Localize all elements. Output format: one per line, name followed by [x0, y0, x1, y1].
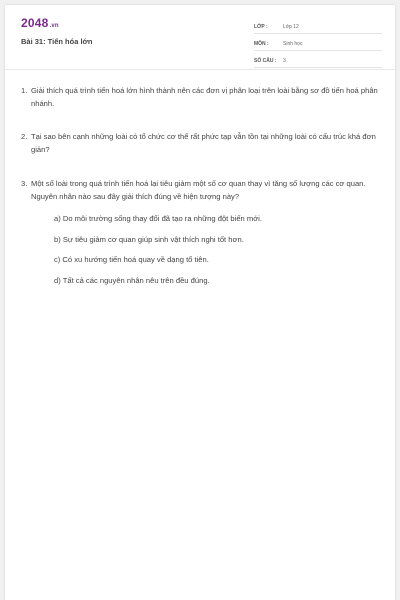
question-1 — [21, 85, 381, 110]
meta-info — [254, 17, 382, 68]
question-number: 2. — [21, 132, 28, 141]
meta-label: MÔN : — [254, 41, 269, 47]
question-3 — [21, 178, 381, 203]
worksheet-header — [5, 5, 395, 70]
answer-option-a[interactable]: a) Do môi trường sống thay đổi đã tạo ra những đột biến mới. — [54, 214, 262, 223]
meta-label: LỚP : — [254, 24, 268, 30]
meta-value: 3 — [283, 58, 286, 64]
meta-row-class — [254, 17, 382, 34]
logo-text: 2048 — [21, 16, 49, 30]
question-number: 1. — [21, 86, 28, 95]
question-text: Tại sao bên cạnh những loài có tổ chức cơ thể rất phức tạp vẫn tồn tại những loài có cấu trúc khá đơn giản? — [31, 132, 376, 154]
meta-value: Sinh học — [283, 41, 303, 47]
answer-options — [54, 213, 374, 295]
question-text: Giải thích quá trình tiến hoá lớn hình thành nên các đơn vị phân loại trên loài bằng sơ đồ tiến hoá phân nhánh. — [31, 86, 378, 108]
logo-suffix: .vn — [49, 23, 59, 29]
site-logo[interactable] — [21, 16, 59, 30]
answer-option-d[interactable]: d) Tất cả các nguyên nhân nêu trên đều đúng. — [54, 275, 210, 285]
question-2 — [21, 131, 381, 156]
worksheet-page — [5, 5, 395, 600]
lesson-title: Bài 31: Tiến hóa lớn — [21, 37, 93, 46]
meta-row-subject — [254, 34, 382, 51]
answer-option-c[interactable]: c) Có xu hướng tiến hoá quay về dạng tổ tiên. — [54, 255, 209, 264]
meta-row-count — [254, 51, 382, 68]
meta-label: SỐ CÂU : — [254, 58, 277, 64]
answer-option-b[interactable]: b) Sự tiêu giảm cơ quan giúp sinh vật thích nghi tốt hơn. — [54, 234, 244, 244]
question-text: Một số loài trong quá trình tiến hoá lại tiêu giảm một số cơ quan thay vì tăng số lượng các cơ quan. Nguyên nhân nào sau đây giải thích đúng về hiện tượng này? — [31, 179, 366, 201]
meta-value: Lớp 12 — [283, 24, 299, 30]
question-number: 3. — [21, 179, 28, 188]
